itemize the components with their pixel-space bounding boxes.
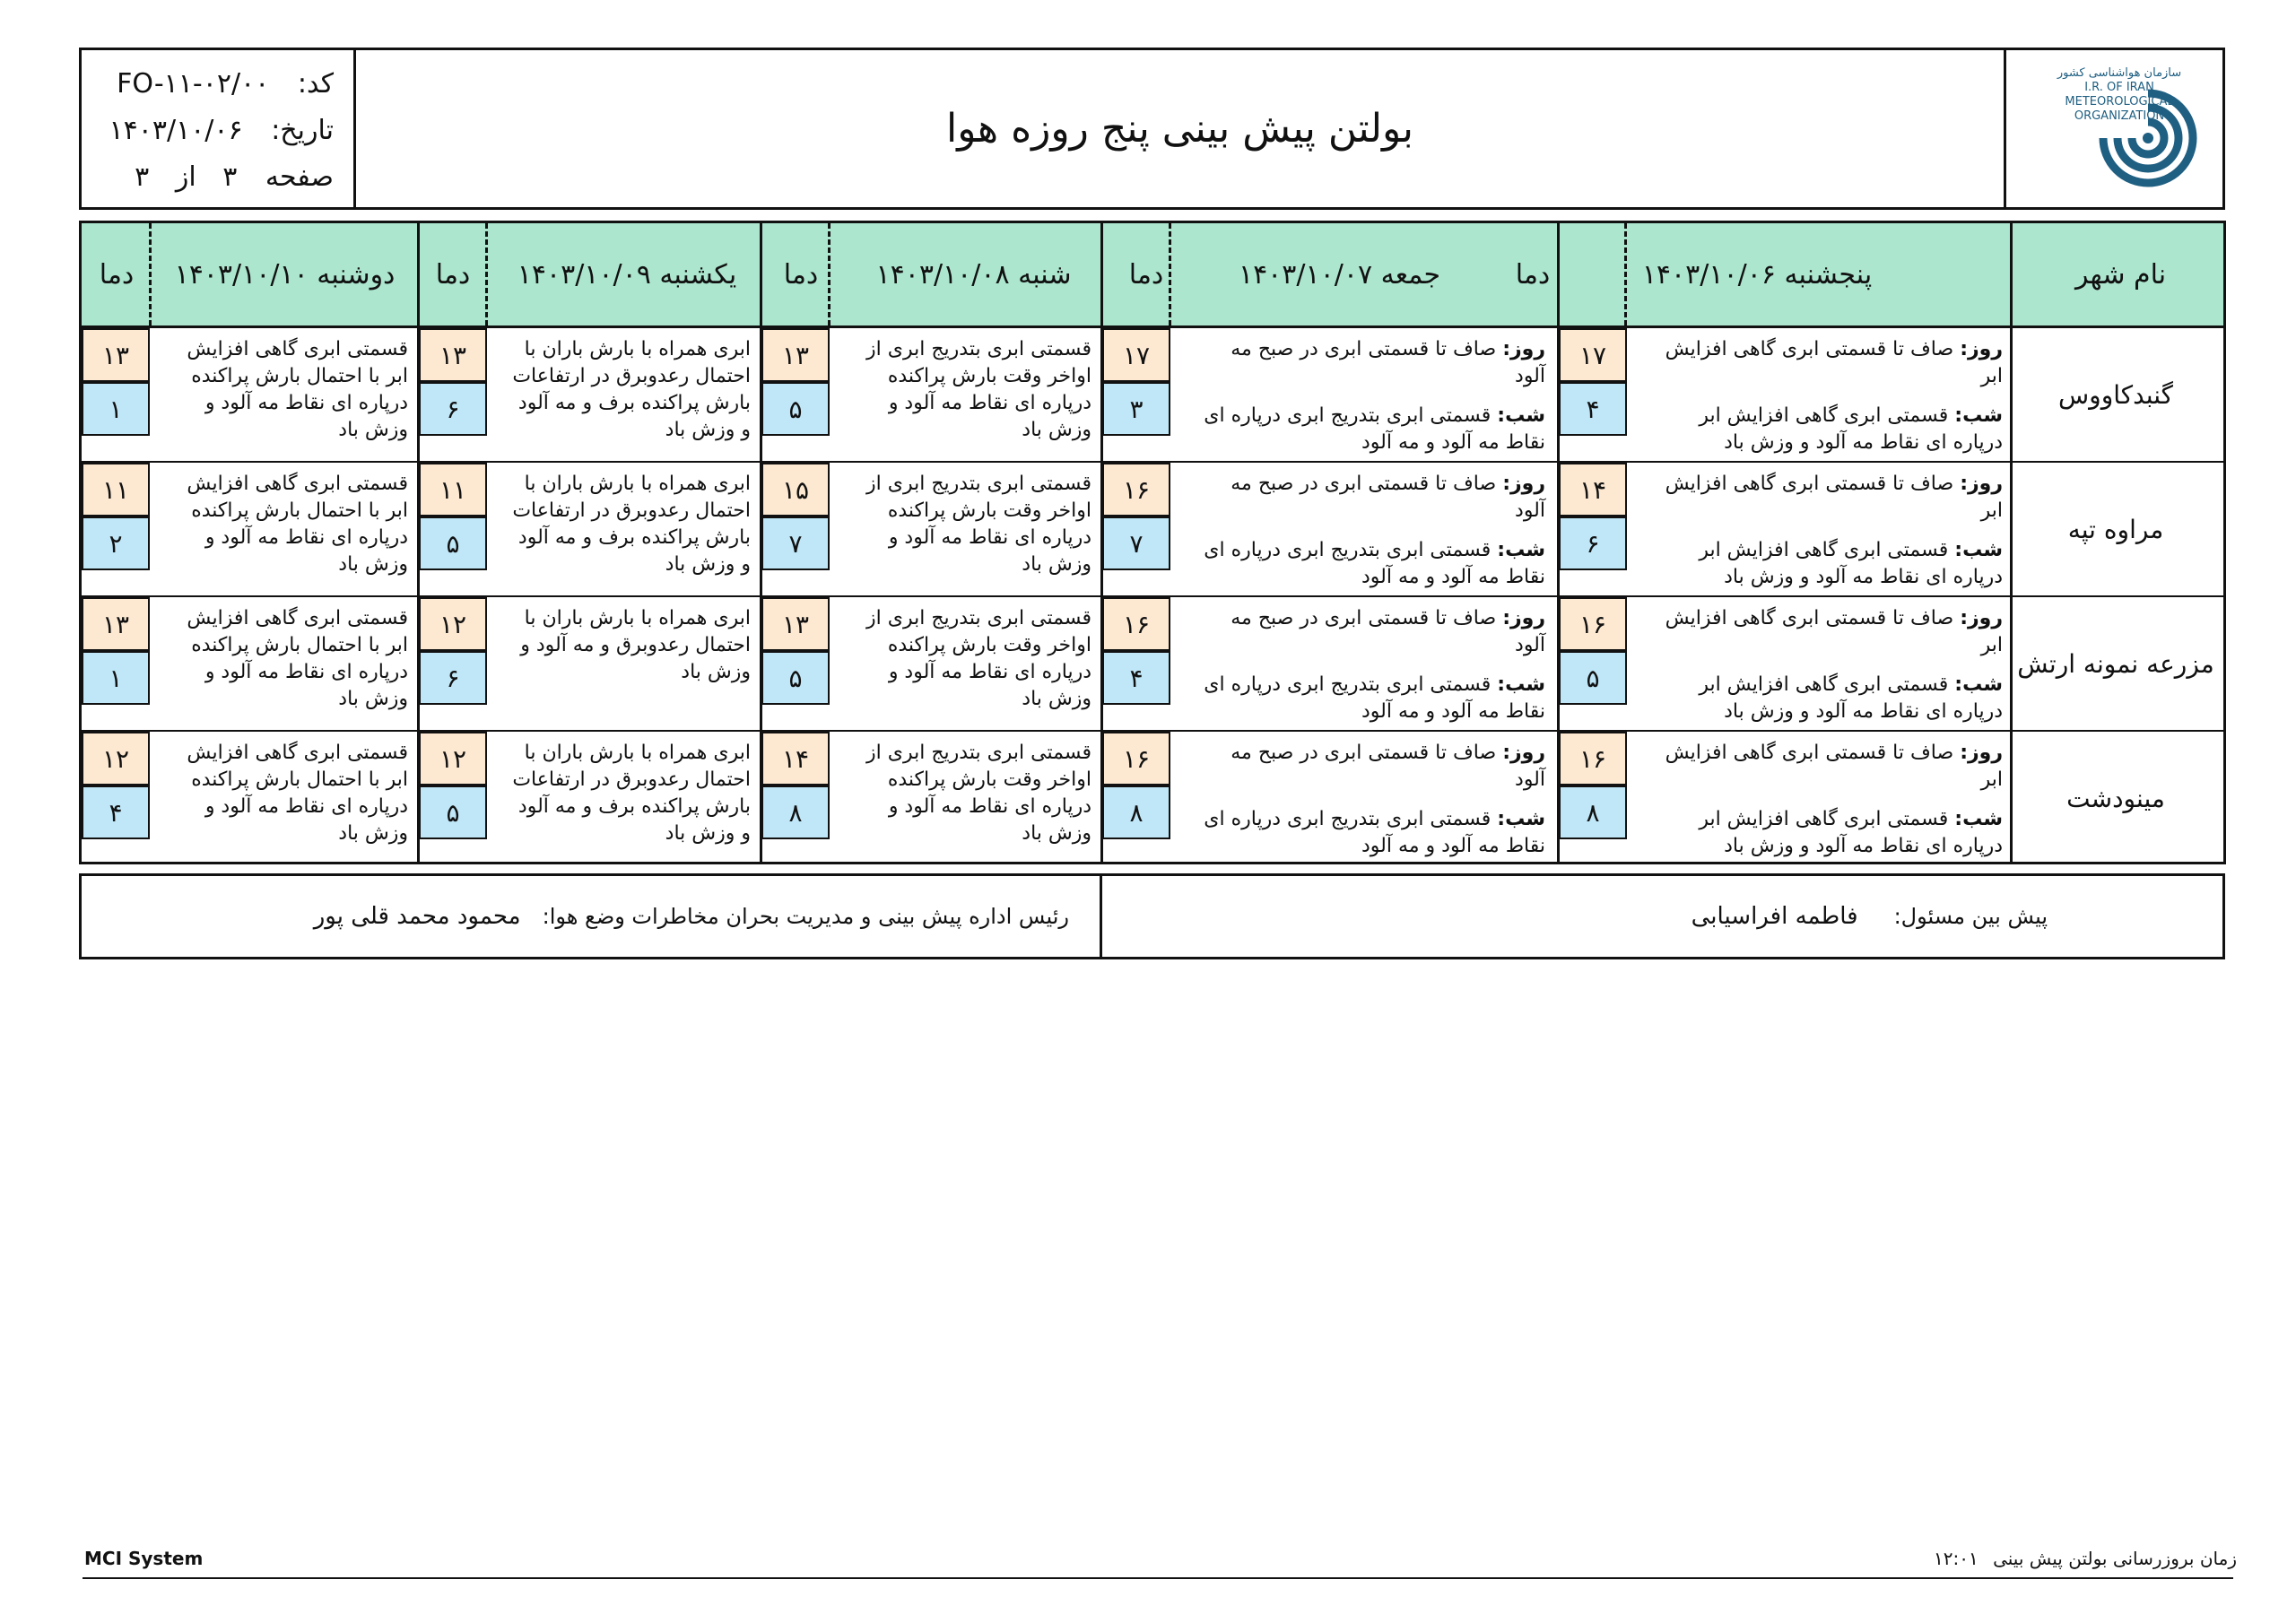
- day3-forecast: قسمتی ابری بتدریج ابری از اواخر وقت بارش پراکنده درپاره ای نقاط مه آلود و وزش باد: [866, 607, 1091, 710]
- min-temp: ۷: [761, 516, 830, 570]
- min-temp: ۶: [1559, 516, 1627, 570]
- forecast-text: قسمتی ابری گاهی افزایش ابر درپاره ای نقاط مه آلود و وزش باد: [1699, 673, 2003, 723]
- day1-day-forecast: [1657, 336, 2003, 390]
- max-temp: ۱۶: [1559, 597, 1627, 651]
- night-prefix: شب:: [1497, 808, 1545, 830]
- night-prefix: شب:: [1954, 539, 2003, 561]
- day5-forecast: قسمتی ابری گاهی افزایش ابر با احتمال بارش پراکنده درپاره ای نقاط مه آلود و وزش باد: [187, 742, 408, 845]
- day5-forecast: قسمتی ابری گاهی افزایش ابر با احتمال بارش پراکنده درپاره ای نقاط مه آلود و وزش باد: [187, 338, 408, 441]
- day4-forecast: ابری همراه با بارش باران با احتمال رعدوبرق در ارتفاعات بارش پراکنده برف و مه آلود و وزش باد: [512, 338, 751, 441]
- min-temp: ۵: [761, 382, 830, 436]
- max-temp: ۱۳: [419, 328, 487, 382]
- day1-day-forecast: [1657, 740, 2003, 794]
- night-prefix: شب:: [1497, 539, 1545, 561]
- code-row: [117, 68, 334, 100]
- header-temp-4: دما: [435, 258, 471, 291]
- logo-text: [2048, 66, 2191, 124]
- document-meta: [82, 50, 356, 207]
- forecast-text: صاف تا قسمتی ابری در صبح مه آلود: [1231, 473, 1545, 522]
- footer-update-time: [1934, 1548, 2237, 1569]
- max-temp: ۱۲: [419, 597, 487, 651]
- date-value: ۱۴۰۳/۱۰/۰۶: [109, 115, 243, 146]
- day1-night-forecast: [1657, 537, 2003, 591]
- day-prefix: روز:: [1502, 338, 1545, 360]
- max-temp: ۱۱: [419, 463, 487, 516]
- header-temp-3: دما: [783, 258, 819, 291]
- forecast-table: [79, 221, 2226, 864]
- header-day-2: جمعه ۱۴۰۳/۱۰/۰۷: [1238, 258, 1441, 291]
- day-prefix: روز:: [1960, 338, 2003, 360]
- day-prefix: روز:: [1960, 473, 2003, 495]
- header-day-5: دوشنبه ۱۴۰۳/۱۰/۱۰: [174, 258, 396, 291]
- footer-update-value: ۱۲:۰۱: [1934, 1548, 1979, 1569]
- day5-forecast: قسمتی ابری گاهی افزایش ابر با احتمال بارش پراکنده درپاره ای نقاط مه آلود و وزش باد: [187, 607, 408, 710]
- header-temp-5: دما: [99, 258, 135, 291]
- day2-night-forecast: [1200, 806, 1545, 860]
- page-label: صفحه: [265, 161, 334, 193]
- day1-day-forecast: [1657, 605, 2003, 659]
- page-total: ۳: [135, 161, 150, 193]
- city-name: مراوه تپه: [2067, 514, 2164, 544]
- header-temp-2: دما: [1128, 258, 1164, 291]
- date-label: تاریخ:: [271, 115, 334, 146]
- signature-box: [79, 873, 2225, 959]
- night-prefix: شب:: [1497, 673, 1545, 696]
- logo-line-1: I.R. OF IRAN: [2084, 81, 2154, 94]
- logo-line-fa: سازمان هواشناسی کشور: [2057, 66, 2182, 80]
- max-temp: ۱۶: [1559, 732, 1627, 785]
- signature-divider: [1100, 876, 1102, 957]
- max-temp: ۱۵: [761, 463, 830, 516]
- day4-forecast: ابری همراه با بارش باران با احتمال رعدوبرق و مه آلود و وزش باد: [520, 607, 751, 683]
- max-temp: ۱۲: [419, 732, 487, 785]
- max-temp: ۱۷: [1559, 328, 1627, 382]
- day2-day-forecast: [1200, 336, 1545, 390]
- date-row: [109, 115, 334, 146]
- forecaster-label: پیش بین مسئول:: [1893, 904, 2048, 929]
- logo-line-3: ORGANIZATION: [2074, 109, 2165, 123]
- forecast-text: قسمتی ابری بتدریج ابری درپاره ای نقاط مه آلود و مه آلود: [1204, 808, 1545, 857]
- city-name: مزرعه نمونه ارتش: [2017, 648, 2214, 679]
- head-label: رئیس اداره پیش بینی و مدیریت بحران مخاطرات وضع هوا:: [542, 904, 1069, 929]
- head-name: محمود محمد قلی پور: [313, 903, 521, 930]
- header-dash: [828, 223, 831, 325]
- day3-forecast: قسمتی ابری بتدریج ابری از اواخر وقت بارش پراکنده درپاره ای نقاط مه آلود و وزش باد: [866, 742, 1091, 845]
- page-title: بولتن پیش بینی پنج روزه هوا: [945, 106, 1414, 152]
- page-of: از: [175, 161, 196, 193]
- day2-day-forecast: [1200, 740, 1545, 794]
- night-prefix: شب:: [1954, 808, 2003, 830]
- day1-night-forecast: [1657, 403, 2003, 456]
- bulletin-header: [79, 48, 2225, 210]
- max-temp: ۱۳: [82, 328, 150, 382]
- page-row: [135, 161, 334, 193]
- day-prefix: روز:: [1502, 742, 1545, 764]
- max-temp: ۱۶: [1102, 597, 1170, 651]
- min-temp: ۳: [1102, 382, 1170, 436]
- min-temp: ۵: [1559, 651, 1627, 705]
- forecaster-signature: [1692, 876, 2048, 957]
- logo-cell: [2004, 50, 2222, 207]
- forecast-text: صاف تا قسمتی ابری در صبح مه آلود: [1231, 742, 1545, 791]
- day1-night-forecast: [1657, 806, 2003, 860]
- header-dash: [485, 223, 488, 325]
- day-prefix: روز:: [1960, 607, 2003, 629]
- day3-forecast: قسمتی ابری بتدریج ابری از اواخر وقت بارش پراکنده درپاره ای نقاط مه آلود و وزش باد: [866, 338, 1091, 441]
- header-dash: [1624, 223, 1627, 325]
- head-signature: [314, 876, 1069, 957]
- forecast-text: صاف تا قسمتی ابری در صبح مه آلود: [1231, 607, 1545, 656]
- min-temp: ۵: [419, 785, 487, 839]
- header-dash: [149, 223, 152, 325]
- forecast-text: صاف تا قسمتی ابری در صبح مه آلود: [1231, 338, 1545, 387]
- night-prefix: شب:: [1497, 404, 1545, 427]
- day1-night-forecast: [1657, 672, 2003, 725]
- day2-night-forecast: [1200, 403, 1545, 456]
- forecast-text: قسمتی ابری گاهی افزایش ابر درپاره ای نقاط مه آلود و وزش باد: [1699, 808, 2003, 857]
- max-temp: ۱۶: [1102, 732, 1170, 785]
- max-temp: ۱۶: [1102, 463, 1170, 516]
- footer-rule: [83, 1577, 2233, 1579]
- forecast-text: قسمتی ابری گاهی افزایش ابر درپاره ای نقاط مه آلود و وزش باد: [1699, 404, 2003, 454]
- header-temp-1: دما: [1515, 258, 1551, 291]
- header-day-3: شنبه ۱۴۰۳/۱۰/۰۸: [875, 258, 1072, 291]
- max-temp: ۱۳: [761, 328, 830, 382]
- code-value: FO-۱۱-۰۲/۰۰: [117, 68, 270, 100]
- day5-forecast: قسمتی ابری گاهی افزایش ابر با احتمال بارش پراکنده درپاره ای نقاط مه آلود و وزش باد: [187, 473, 408, 576]
- page-current: ۳: [222, 161, 238, 193]
- day2-night-forecast: [1200, 672, 1545, 725]
- header-day-4: یکشنبه ۱۴۰۳/۱۰/۰۹: [517, 258, 737, 291]
- min-temp: ۴: [82, 785, 150, 839]
- min-temp: ۸: [1559, 785, 1627, 839]
- table-header-row: [82, 223, 2223, 328]
- day2-night-forecast: [1200, 537, 1545, 591]
- day-prefix: روز:: [1960, 742, 2003, 764]
- max-temp: ۱۲: [82, 732, 150, 785]
- day1-day-forecast: [1657, 471, 2003, 525]
- min-temp: ۱: [82, 382, 150, 436]
- day-prefix: روز:: [1502, 473, 1545, 495]
- day4-forecast: ابری همراه با بارش باران با احتمال رعدوبرق در ارتفاعات بارش پراکنده برف و مه آلود و وزش باد: [512, 473, 751, 576]
- day4-forecast: ابری همراه با بارش باران با احتمال رعدوبرق در ارتفاعات بارش پراکنده برف و مه آلود و وزش باد: [512, 742, 751, 845]
- min-temp: ۵: [761, 651, 830, 705]
- min-temp: ۸: [1102, 785, 1170, 839]
- forecast-text: صاف تا قسمتی ابری گاهی افزایش ابر: [1665, 607, 2003, 656]
- forecast-text: قسمتی ابری بتدریج ابری درپاره ای نقاط مه آلود و مه آلود: [1204, 539, 1545, 588]
- max-temp: ۱۴: [1559, 463, 1627, 516]
- min-temp: ۵: [419, 516, 487, 570]
- max-temp: ۱۳: [82, 597, 150, 651]
- city-name: مینودشت: [2066, 783, 2165, 813]
- min-temp: ۴: [1559, 382, 1627, 436]
- forecast-text: صاف تا قسمتی ابری گاهی افزایش ابر: [1665, 338, 2003, 387]
- forecast-text: قسمتی ابری گاهی افزایش ابر درپاره ای نقاط مه آلود و وزش باد: [1699, 539, 2003, 588]
- logo-line-2: METEOROLOGICAL: [2065, 95, 2174, 108]
- night-prefix: شب:: [1954, 673, 2003, 696]
- footer-system: MCI System: [84, 1548, 204, 1569]
- city-name: گنبدکاووس: [2058, 379, 2174, 410]
- max-temp: ۱۴: [761, 732, 830, 785]
- min-temp: ۶: [419, 651, 487, 705]
- min-temp: ۷: [1102, 516, 1170, 570]
- forecast-text: قسمتی ابری بتدریج ابری درپاره ای نقاط مه آلود و مه آلود: [1204, 673, 1545, 723]
- footer-update-label: زمان بروزرسانی بولتن پیش بینی: [1993, 1548, 2237, 1569]
- day2-day-forecast: [1200, 471, 1545, 525]
- max-temp: ۱۷: [1102, 328, 1170, 382]
- day3-forecast: قسمتی ابری بتدریج ابری از اواخر وقت بارش پراکنده درپاره ای نقاط مه آلود و وزش باد: [866, 473, 1091, 576]
- min-temp: ۱: [82, 651, 150, 705]
- min-temp: ۴: [1102, 651, 1170, 705]
- forecast-text: صاف تا قسمتی ابری گاهی افزایش ابر: [1665, 742, 2003, 791]
- max-temp: ۱۱: [82, 463, 150, 516]
- max-temp: ۱۳: [761, 597, 830, 651]
- code-label: کد:: [297, 68, 334, 100]
- min-temp: ۲: [82, 516, 150, 570]
- day2-day-forecast: [1200, 605, 1545, 659]
- header-day-1: پنجشنبه ۱۴۰۳/۱۰/۰۶: [1641, 258, 1873, 291]
- night-prefix: شب:: [1954, 404, 2003, 427]
- forecast-text: قسمتی ابری بتدریج ابری درپاره ای نقاط مه آلود و مه آلود: [1204, 404, 1545, 454]
- header-city: نام شهر: [2074, 258, 2167, 291]
- forecast-text: صاف تا قسمتی ابری گاهی افزایش ابر: [1665, 473, 2003, 522]
- forecaster-name: فاطمه افراسیابی: [1691, 903, 1858, 930]
- day-prefix: روز:: [1502, 607, 1545, 629]
- header-dash: [1169, 223, 1171, 325]
- min-temp: ۶: [419, 382, 487, 436]
- min-temp: ۸: [761, 785, 830, 839]
